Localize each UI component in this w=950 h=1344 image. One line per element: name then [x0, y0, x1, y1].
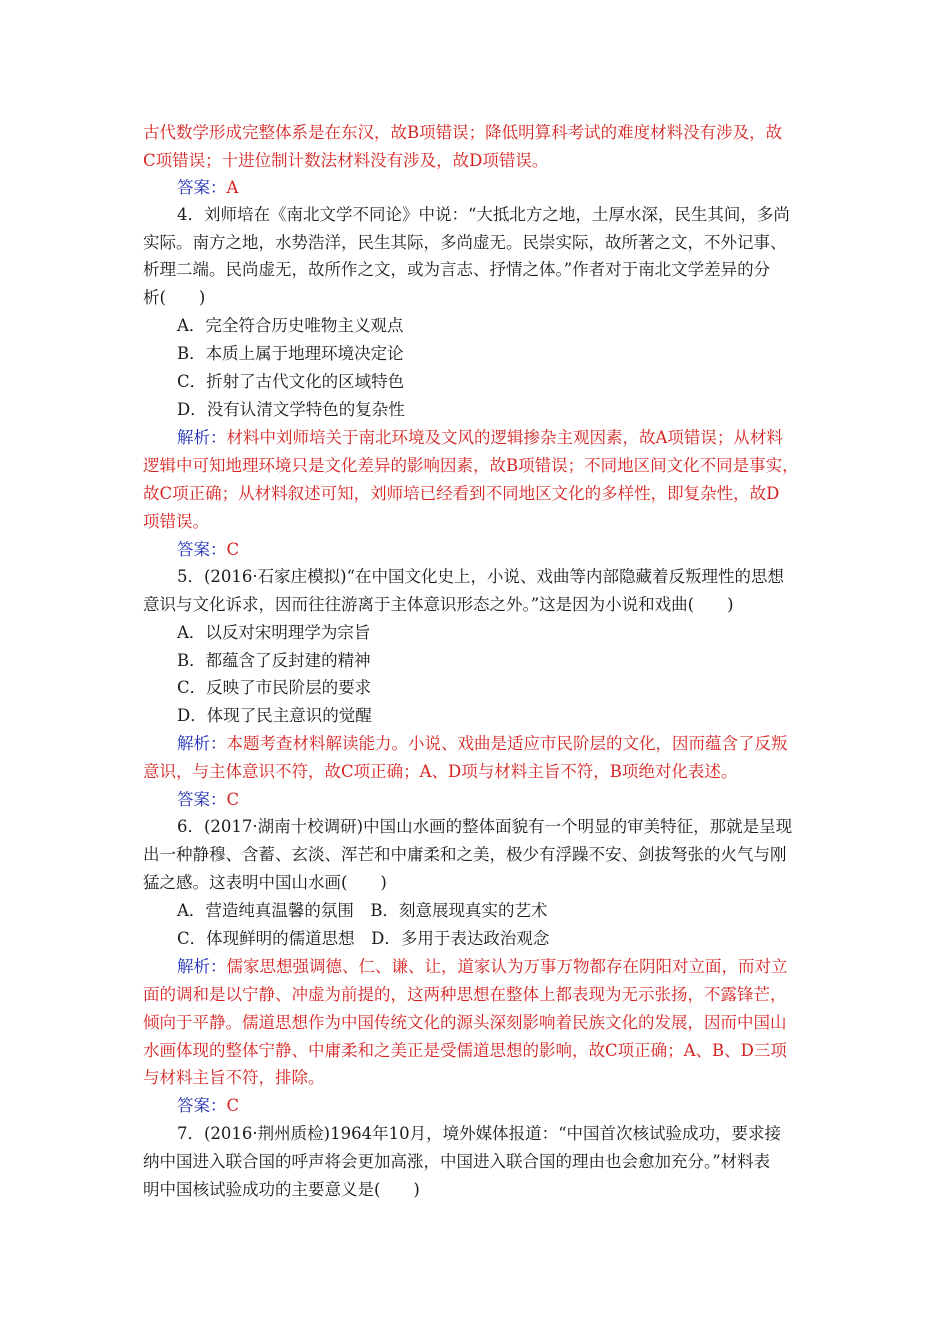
question-stem: 纳中国进入联合国的呼声将会更加高涨，中国进入联合国的理由也会愈加充分。”材料表	[143, 1152, 771, 1171]
question-stem: 析( )	[143, 288, 206, 307]
option-b: B．本质上属于地理环境决定论	[177, 344, 404, 363]
question-stem: 明中国核试验成功的主要意义是( )	[143, 1180, 420, 1199]
option-a: A．完全符合历史唯物主义观点	[177, 316, 404, 335]
analysis-line	[177, 427, 783, 449]
option-row: C．体现鲜明的儒道思想 D．多用于表达政治观念	[177, 929, 550, 948]
analysis-line: 故C项正确；从材料叙述可知，刘师培已经看到不同地区文化的多样性，即复杂性，故D	[143, 484, 780, 503]
analysis-line: 与材料主旨不符，排除。	[143, 1068, 325, 1087]
analysis-line	[177, 733, 788, 755]
analysis-line: 项错误。	[143, 512, 209, 531]
analysis-line: 古代数学形成完整体系是在东汉，故B项错误；降低明算科考试的难度材料没有涉及，故	[143, 123, 783, 142]
option-row: A．营造纯真温馨的氛围 B．刻意展现真实的艺术	[177, 901, 548, 920]
option-a: A．以反对宋明理学为宗旨	[177, 623, 371, 642]
answer	[177, 1095, 239, 1117]
option-b: B．都蕴含了反封建的精神	[177, 651, 371, 670]
analysis-label: 解析：	[177, 734, 227, 753]
analysis-line: C项错误；十进位制计数法材料没有涉及，故D项错误。	[143, 151, 549, 170]
analysis-line: 倾向于平静。儒道思想作为中国传统文化的源头深刻影响着民族文化的发展，因而中国山	[143, 1013, 787, 1032]
analysis-label: 解析：	[177, 428, 227, 447]
answer-value: C	[226, 790, 240, 809]
analysis-text: 儒家思想强调德、仁、谦、让，道家认为万事万物都存在阴阳对立面，而对立	[226, 957, 788, 976]
answer-label: 答案：	[177, 178, 227, 197]
analysis-line: 水画体现的整体宁静、中庸柔和之美正是受儒道思想的影响，故C项正确；A、B、D三项	[143, 1041, 787, 1060]
analysis-text: 材料中刘师培关于南北环境及文风的逻辑掺杂主观因素，故A项错误；从材料	[226, 428, 783, 447]
answer-label: 答案：	[177, 540, 227, 559]
option-d: D．没有认清文学特色的复杂性	[177, 400, 405, 419]
question-stem: 猛之感。这表明中国山水画( )	[143, 873, 387, 892]
question-stem: 5．(2016·石家庄模拟)“在中国文化史上，小说、戏曲等内部隐藏着反叛理性的思想	[177, 567, 785, 586]
analysis-line	[177, 956, 788, 978]
analysis-line: 面的调和是以宁静、冲虚为前提的，这两种思想在整体上都表现为无示张扬，不露锋芒，	[143, 985, 787, 1004]
analysis-text: 本题考查材料解读能力。小说、戏曲是适应市民阶层的文化，因而蕴含了反叛	[226, 734, 788, 753]
option-c: C．折射了古代文化的区域特色	[177, 372, 405, 391]
analysis-label: 解析：	[177, 957, 227, 976]
answer-label: 答案：	[177, 790, 227, 809]
question-stem: 析理二端。民尚虚无，故所作之文，或为言志、抒情之体。”作者对于南北文学差异的分	[143, 260, 771, 279]
analysis-line: 逻辑中可知地理环境只是文化差异的影响因素，故B项错误；不同地区间文化不同是事实，	[143, 456, 799, 475]
question-stem: 实际。南方之地，水势浩洋，民生其际，多尚虚无。民崇实际，故所著之文，不外记事、	[143, 233, 787, 252]
question-stem: 7．(2016·荆州质检)1964年10月，境外媒体报道：“中国首次核试验成功，要求接	[177, 1124, 782, 1143]
answer	[177, 539, 239, 561]
question-stem: 4．刘师培在《南北文学不同论》中说：“大抵北方之地，土厚水深，民生其间，多尚	[177, 205, 790, 224]
answer-value: A	[226, 178, 239, 197]
answer	[177, 177, 238, 199]
option-c: C．反映了市民阶层的要求	[177, 678, 372, 697]
answer-label: 答案：	[177, 1096, 227, 1115]
question-stem: 出一种静穆、含蓄、玄淡、浑芒和中庸柔和之美，极少有浮躁不安、剑拔弩张的火气与刚	[143, 845, 787, 864]
question-stem: 意识与文化诉求，因而往往游离于主体意识形态之外。”这是因为小说和戏曲( )	[143, 595, 734, 614]
question-stem: 6．(2017·湖南十校调研)中国山水画的整体面貌有一个明显的审美特征，那就是呈现	[177, 817, 793, 836]
answer-value: C	[226, 1096, 240, 1115]
answer	[177, 789, 239, 811]
answer-value: C	[226, 540, 240, 559]
analysis-line: 意识，与主体意识不符，故C项正确；A、D项与材料主旨不符，B项绝对化表述。	[143, 762, 738, 781]
option-d: D．体现了民主意识的觉醒	[177, 706, 372, 725]
